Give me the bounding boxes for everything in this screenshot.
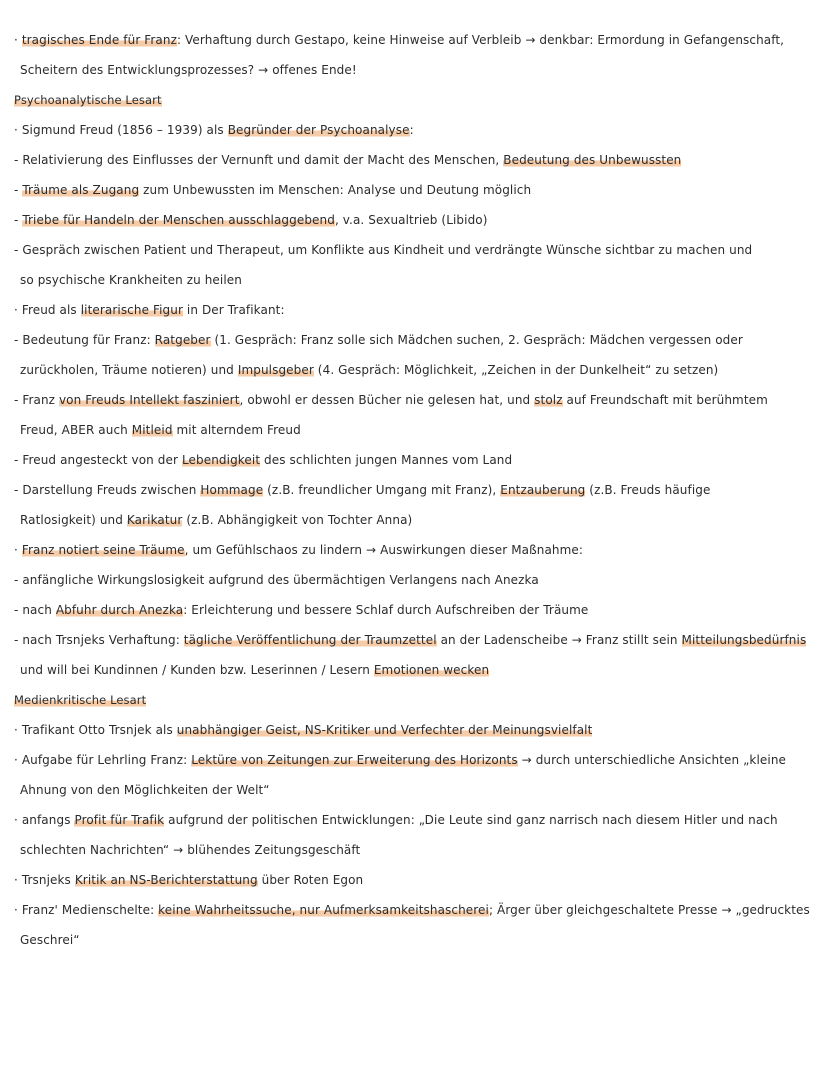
highlighted-text: Kritik an NS-Berichterstattung [74,873,258,887]
note-text: ; Ärger über gleichgeschaltete Presse → „gedrucktes [488,903,810,917]
note-text: - nach [14,603,56,617]
note-text: · Sigmund Freud (1856 – 1939) als [14,123,228,137]
highlighted-text: Mitleid [131,423,173,437]
note-text: · Franz' Medienschelte: [14,903,159,917]
highlighted-text: Entzauberung [500,483,586,497]
note-line [14,176,814,206]
highlighted-text: unabhängiger Geist, NS-Kritiker und Verfechter der Meinungsvielfalt [176,723,593,737]
note-line [14,596,814,626]
note-text: - Freud angesteckt von der [14,453,182,467]
highlighted-text: von Freuds Intellekt fasziniert [58,393,240,407]
note-text: zurückholen, Träume notieren) und [20,363,238,377]
note-line [14,206,814,236]
note-text: → durch unterschiedliche Ansichten „kleine [517,753,787,767]
highlighted-text: Träume als Zugang [22,183,140,197]
note-text: (4. Gespräch: Möglichkeit, „Zeichen in der Dunkelheit“ zu setzen) [313,363,719,377]
note-line [14,146,814,176]
note-text: Ratlosigkeit) und [20,513,127,527]
highlighted-text: Franz notiert seine Träume [21,543,185,557]
note-text: · Freud als [14,303,81,317]
note-text: des schlichten jungen Mannes vom Land [260,453,513,467]
note-text: (z.B. Freuds häufige [585,483,711,497]
highlighted-text: Impulsgeber [237,363,314,377]
note-text: · [14,543,22,557]
note-text: (z.B. freundlicher Umgang mit Franz), [263,483,501,497]
note-text: über Roten Egon [257,873,364,887]
note-line-continuation [14,416,814,446]
note-line-continuation [14,266,814,296]
note-line-continuation [14,776,814,806]
note-line-continuation [14,56,814,86]
note-text: in Der Trafikant: [183,303,285,317]
note-text: an der Ladenscheibe → Franz stillt sein [436,633,682,647]
note-line [14,326,814,356]
highlighted-text: Lebendigkeit [181,453,261,467]
highlighted-text: tägliche Veröffentlichung der Traumzettel [183,633,437,647]
section-heading-text: Psychoanalytische Lesart [14,93,162,107]
note-text: - Darstellung Freuds zwischen [14,483,201,497]
note-line [14,806,814,836]
note-line [14,386,814,416]
highlighted-text: Mitteilungsbedürfnis [681,633,807,647]
note-text: · Trsnjeks [14,873,75,887]
note-text: aufgrund der politischen Entwicklungen: „Die Leute sind ganz narrisch nach diesem Hitler und nach [164,813,778,827]
note-line [14,536,814,566]
note-text: · Trafikant Otto Trsnjek als [14,723,177,737]
note-line [14,476,814,506]
note-line-continuation [14,926,814,956]
note-line [14,866,814,896]
highlighted-text: Lektüre von Zeitungen zur Erweiterung des Horizonts [191,753,518,767]
note-text: auf Freundschaft mit berühmtem [562,393,768,407]
highlighted-text: keine Wahrheitssuche, nur Aufmerksamkeitshascherei [158,903,489,917]
note-text: , obwohl er dessen Bücher nie gelesen hat, und [239,393,535,407]
highlighted-text: Hommage [200,483,264,497]
note-text: - Bedeutung für Franz: [14,333,155,347]
note-line-continuation [14,836,814,866]
highlighted-text: tragisches Ende für Franz [21,33,177,47]
note-text: · anfangs [14,813,75,827]
note-text: mit alterndem Freud [172,423,301,437]
note-line [14,236,814,266]
note-text: so psychische Krankheiten zu heilen [20,273,242,287]
highlighted-text: Profit für Trafik [74,813,165,827]
note-text: , um Gefühlschaos zu lindern → Auswirkungen dieser Maßnahme: [184,543,584,557]
note-text: zum Unbewussten im Menschen: Analyse und Deutung möglich [139,183,532,197]
section-heading [14,86,814,116]
note-text: · Aufgabe für Lehrling Franz: [14,753,192,767]
note-text: und will bei Kundinnen / Kunden bzw. Leserinnen / Lesern [20,663,374,677]
note-text: : [409,123,414,137]
note-text: (1. Gespräch: Franz solle sich Mädchen suchen, 2. Gespräch: Mädchen vergessen oder [210,333,743,347]
note-text: Scheitern des Entwicklungsprozesses? → offenes Ende! [20,63,357,77]
note-line [14,566,814,596]
note-text: · [14,33,22,47]
highlighted-text: Begründer der Psychoanalyse [227,123,410,137]
note-text: - [14,183,23,197]
note-line [14,296,814,326]
note-line [14,716,814,746]
note-text: - nach Trsnjeks Verhaftung: [14,633,184,647]
note-text: Ahnung von den Möglichkeiten der Welt“ [20,783,270,797]
note-line-continuation [14,506,814,536]
highlighted-text: Ratgeber [154,333,211,347]
note-text: Freud, ABER auch [20,423,132,437]
note-text: : Erleichterung und bessere Schlaf durch Aufschreiben der Träume [183,603,589,617]
highlighted-text: Abfuhr durch Anezka [55,603,184,617]
note-text: - Franz [14,393,59,407]
highlighted-text: Karikatur [126,513,183,527]
note-line [14,26,814,56]
section-heading-text: Medienkritische Lesart [14,693,147,707]
highlighted-text: Bedeutung des Unbewussten [503,153,682,167]
note-text: , v.a. Sexualtrieb (Libido) [334,213,488,227]
note-text: : Verhaftung durch Gestapo, keine Hinweise auf Verbleib → denkbar: Ermordung in Gefangenschaft, [177,33,785,47]
note-text: - [14,213,23,227]
highlighted-text: stolz [534,393,563,407]
note-text: - anfängliche Wirkungslosigkeit aufgrund des übermächtigen Verlangens nach Anezka [14,573,539,587]
note-line [14,626,814,656]
note-text: schlechten Nachrichten“ → blühendes Zeitungsgeschäft [20,843,361,857]
note-line-continuation [14,356,814,386]
highlighted-text: literarische Figur [80,303,183,317]
note-text: Geschrei“ [20,933,80,947]
highlighted-text: Emotionen wecken [373,663,490,677]
highlighted-text: Triebe für Handeln der Menschen ausschlaggebend [22,213,335,227]
note-text: - Relativierung des Einflusses der Vernunft und damit der Macht des Menschen, [14,153,504,167]
note-text: (z.B. Abhängigkeit von Tochter Anna) [182,513,413,527]
section-heading [14,686,814,716]
note-line [14,746,814,776]
note-line-continuation [14,656,814,686]
note-line [14,446,814,476]
note-line [14,116,814,146]
note-line [14,896,814,926]
note-text: - Gespräch zwischen Patient und Therapeut, um Konflikte aus Kindheit und verdrängte Wünsche sichtbar zu machen und [14,243,753,257]
